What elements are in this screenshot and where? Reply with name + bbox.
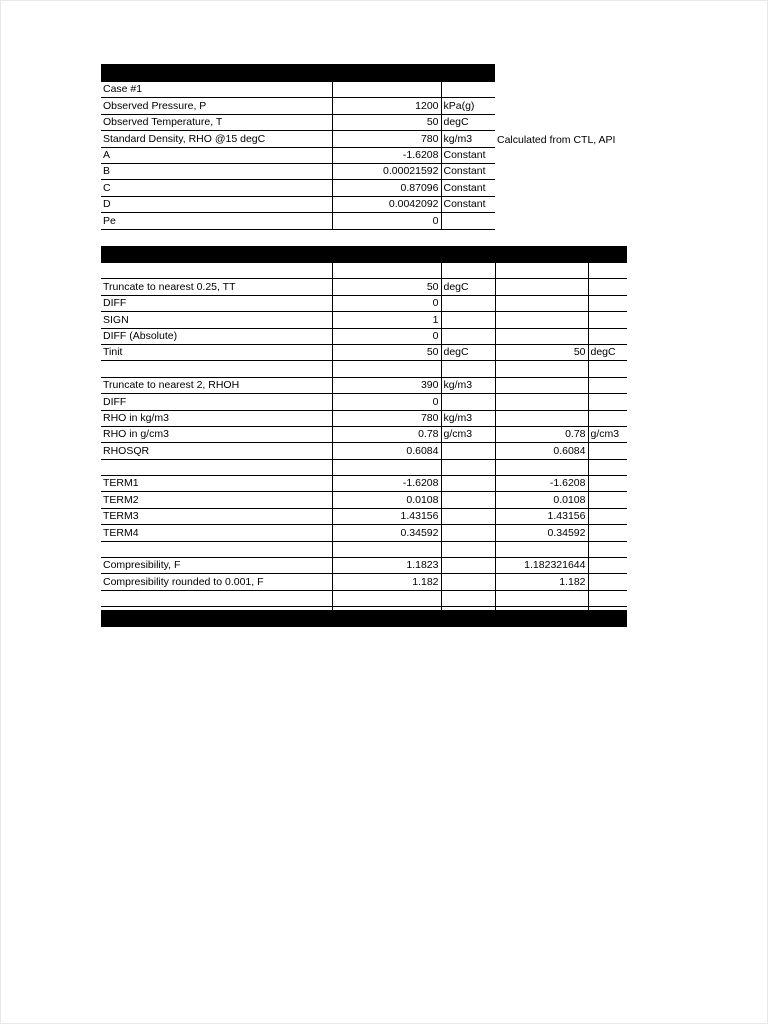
row-label: Observed Temperature, T	[101, 114, 332, 130]
row-unit-check	[588, 394, 627, 410]
row-value-primary: 1	[332, 312, 441, 328]
row-label: RHO in g/cm3	[101, 426, 332, 442]
row-label: Pe	[101, 213, 332, 229]
row-unit-primary	[441, 508, 495, 524]
row-label: TERM2	[101, 492, 332, 508]
row-value-check: 1.182	[495, 574, 588, 590]
row-label: DIFF (Absolute)	[101, 328, 332, 344]
row-value-check: 1.43156	[495, 508, 588, 524]
input-row	[101, 98, 495, 114]
calc-row	[101, 279, 627, 295]
row-value-primary	[332, 590, 441, 606]
row-label: Truncate to nearest 2, RHOH	[101, 377, 332, 393]
row-value-primary: 0.0108	[332, 492, 441, 508]
row-unit-primary: kg/m3	[441, 410, 495, 426]
row-label	[101, 459, 332, 475]
row-value-check	[495, 410, 588, 426]
row-label: Standard Density, RHO @15 degC	[101, 131, 332, 147]
row-value-check: 0.78	[495, 426, 588, 442]
row-value-check	[495, 361, 588, 377]
row-label: Compresibility, F	[101, 558, 332, 574]
row-unit: Constant	[441, 147, 495, 163]
row-label: TERM1	[101, 476, 332, 492]
row-value: 1200	[332, 98, 441, 114]
input-table	[101, 82, 495, 230]
row-unit-check	[588, 295, 627, 311]
row-label: Tinit	[101, 344, 332, 360]
calc-row	[101, 394, 627, 410]
row-unit-check	[588, 574, 627, 590]
row-unit: kPa(g)	[441, 98, 495, 114]
input-row	[101, 114, 495, 130]
row-label: Truncate to nearest 0.25, TT	[101, 279, 332, 295]
row-unit-check: degC	[588, 344, 627, 360]
row-value-check	[495, 590, 588, 606]
row-unit-primary	[441, 525, 495, 541]
row-value-primary: -1.6208	[332, 476, 441, 492]
row-label: TERM3	[101, 508, 332, 524]
row-label: TERM4	[101, 525, 332, 541]
calc-row	[101, 443, 627, 459]
row-value-primary: 0.78	[332, 426, 441, 442]
calc-row	[101, 410, 627, 426]
calc-row	[101, 377, 627, 393]
calc-row	[101, 574, 627, 590]
row-value-primary: 0	[332, 394, 441, 410]
row-value-check	[495, 328, 588, 344]
row-value-check	[495, 312, 588, 328]
row-value-check	[495, 541, 588, 557]
row-unit-check	[588, 361, 627, 377]
spacer-row	[101, 361, 627, 377]
row-label: A	[101, 147, 332, 163]
row-unit-check: g/cm3	[588, 426, 627, 442]
row-unit: Constant	[441, 180, 495, 196]
row-unit-primary	[441, 328, 495, 344]
row-value-check: 50	[495, 344, 588, 360]
row-unit-primary	[441, 558, 495, 574]
row-value-check	[495, 394, 588, 410]
row-value-check	[495, 279, 588, 295]
row-label: B	[101, 163, 332, 179]
row-value-primary	[332, 361, 441, 377]
row-value: 0.00021592	[332, 163, 441, 179]
row-unit-primary: g/cm3	[441, 426, 495, 442]
row-value-primary: 1.43156	[332, 508, 441, 524]
calc-row	[101, 476, 627, 492]
row-value-primary: 50	[332, 279, 441, 295]
input-row	[101, 82, 495, 98]
calc-row	[101, 508, 627, 524]
row-value	[332, 82, 441, 98]
row-value-check: 1.182321644	[495, 558, 588, 574]
row-label	[101, 590, 332, 606]
calc-row	[101, 344, 627, 360]
row-label: Compresibility rounded to 0.001, F	[101, 574, 332, 590]
row-unit-primary	[441, 476, 495, 492]
row-unit-check	[588, 492, 627, 508]
row-unit-check	[588, 443, 627, 459]
row-value-check	[495, 459, 588, 475]
calc-row	[101, 558, 627, 574]
row-unit-check	[588, 328, 627, 344]
row-unit-check	[588, 525, 627, 541]
row-value-check: -1.6208	[495, 476, 588, 492]
row-value-primary: 0.6084	[332, 443, 441, 459]
row-value: 0.87096	[332, 180, 441, 196]
row-label: DIFF	[101, 295, 332, 311]
row-unit-check	[588, 459, 627, 475]
row-unit-primary	[441, 574, 495, 590]
spacer-row	[101, 590, 627, 606]
row-label: Case #1	[101, 82, 332, 98]
calc-row	[101, 426, 627, 442]
row-value: 0.0042092	[332, 196, 441, 212]
row-value: 780	[332, 131, 441, 147]
row-value-check	[495, 377, 588, 393]
row-unit-check	[588, 377, 627, 393]
spacer-row	[101, 459, 627, 475]
calc-row	[101, 312, 627, 328]
row-label: RHO in kg/m3	[101, 410, 332, 426]
row-value-check	[495, 295, 588, 311]
row-value-primary: 1.1823	[332, 558, 441, 574]
row-value-primary: 0	[332, 328, 441, 344]
row-value: -1.6208	[332, 147, 441, 163]
row-unit-primary	[441, 590, 495, 606]
row-value-primary: 0.34592	[332, 525, 441, 541]
row-unit: Constant	[441, 196, 495, 212]
input-row	[101, 196, 495, 212]
calc-header-bar	[101, 246, 627, 263]
row-value-primary: 50	[332, 344, 441, 360]
row-unit-primary: kg/m3	[441, 377, 495, 393]
row-label: DIFF	[101, 394, 332, 410]
row-unit-primary	[441, 443, 495, 459]
row-label: Observed Pressure, P	[101, 98, 332, 114]
row-unit: kg/m3	[441, 131, 495, 147]
calc-table	[101, 263, 627, 624]
spacer-cell	[588, 263, 627, 279]
spacer-cell	[101, 263, 332, 279]
row-unit-primary	[441, 541, 495, 557]
row-unit-check	[588, 279, 627, 295]
row-value-primary: 780	[332, 410, 441, 426]
input-row	[101, 213, 495, 229]
calc-footer-bar	[101, 610, 627, 627]
spacer-row	[101, 541, 627, 557]
row-unit: degC	[441, 114, 495, 130]
row-value-primary: 0	[332, 295, 441, 311]
calc-row	[101, 328, 627, 344]
row-value-primary: 1.182	[332, 574, 441, 590]
row-label	[101, 361, 332, 377]
row-value-check: 0.34592	[495, 525, 588, 541]
calc-row	[101, 295, 627, 311]
row-unit-check	[588, 590, 627, 606]
row-value-primary	[332, 541, 441, 557]
calc-row	[101, 492, 627, 508]
row-unit	[441, 213, 495, 229]
row-unit-check	[588, 558, 627, 574]
spacer-cell	[332, 263, 441, 279]
row-unit-primary	[441, 295, 495, 311]
row-unit-check	[588, 410, 627, 426]
calc-row	[101, 525, 627, 541]
row-unit-check	[588, 476, 627, 492]
row-label: D	[101, 196, 332, 212]
spacer-cell	[441, 263, 495, 279]
row-unit-check	[588, 312, 627, 328]
input-row	[101, 131, 495, 147]
row-label: RHOSQR	[101, 443, 332, 459]
row-unit: Constant	[441, 163, 495, 179]
row-unit-primary: degC	[441, 344, 495, 360]
row-value-check: 0.6084	[495, 443, 588, 459]
spacer-row	[101, 263, 627, 279]
input-header-bar	[101, 64, 495, 82]
row-value-check: 0.0108	[495, 492, 588, 508]
row-unit-primary	[441, 312, 495, 328]
row-label: SIGN	[101, 312, 332, 328]
calculation-note: Calculated from CTL, API	[497, 134, 616, 146]
row-unit-primary	[441, 492, 495, 508]
row-label: C	[101, 180, 332, 196]
row-unit-check	[588, 508, 627, 524]
spacer-cell	[495, 263, 588, 279]
row-value-primary	[332, 459, 441, 475]
row-unit-primary: degC	[441, 279, 495, 295]
row-unit-check	[588, 541, 627, 557]
row-unit-primary	[441, 361, 495, 377]
row-label	[101, 541, 332, 557]
row-unit-primary	[441, 394, 495, 410]
row-value: 50	[332, 114, 441, 130]
row-unit	[441, 82, 495, 98]
row-value: 0	[332, 213, 441, 229]
input-row	[101, 163, 495, 179]
row-unit-primary	[441, 459, 495, 475]
input-row	[101, 180, 495, 196]
input-row	[101, 147, 495, 163]
row-value-primary: 390	[332, 377, 441, 393]
